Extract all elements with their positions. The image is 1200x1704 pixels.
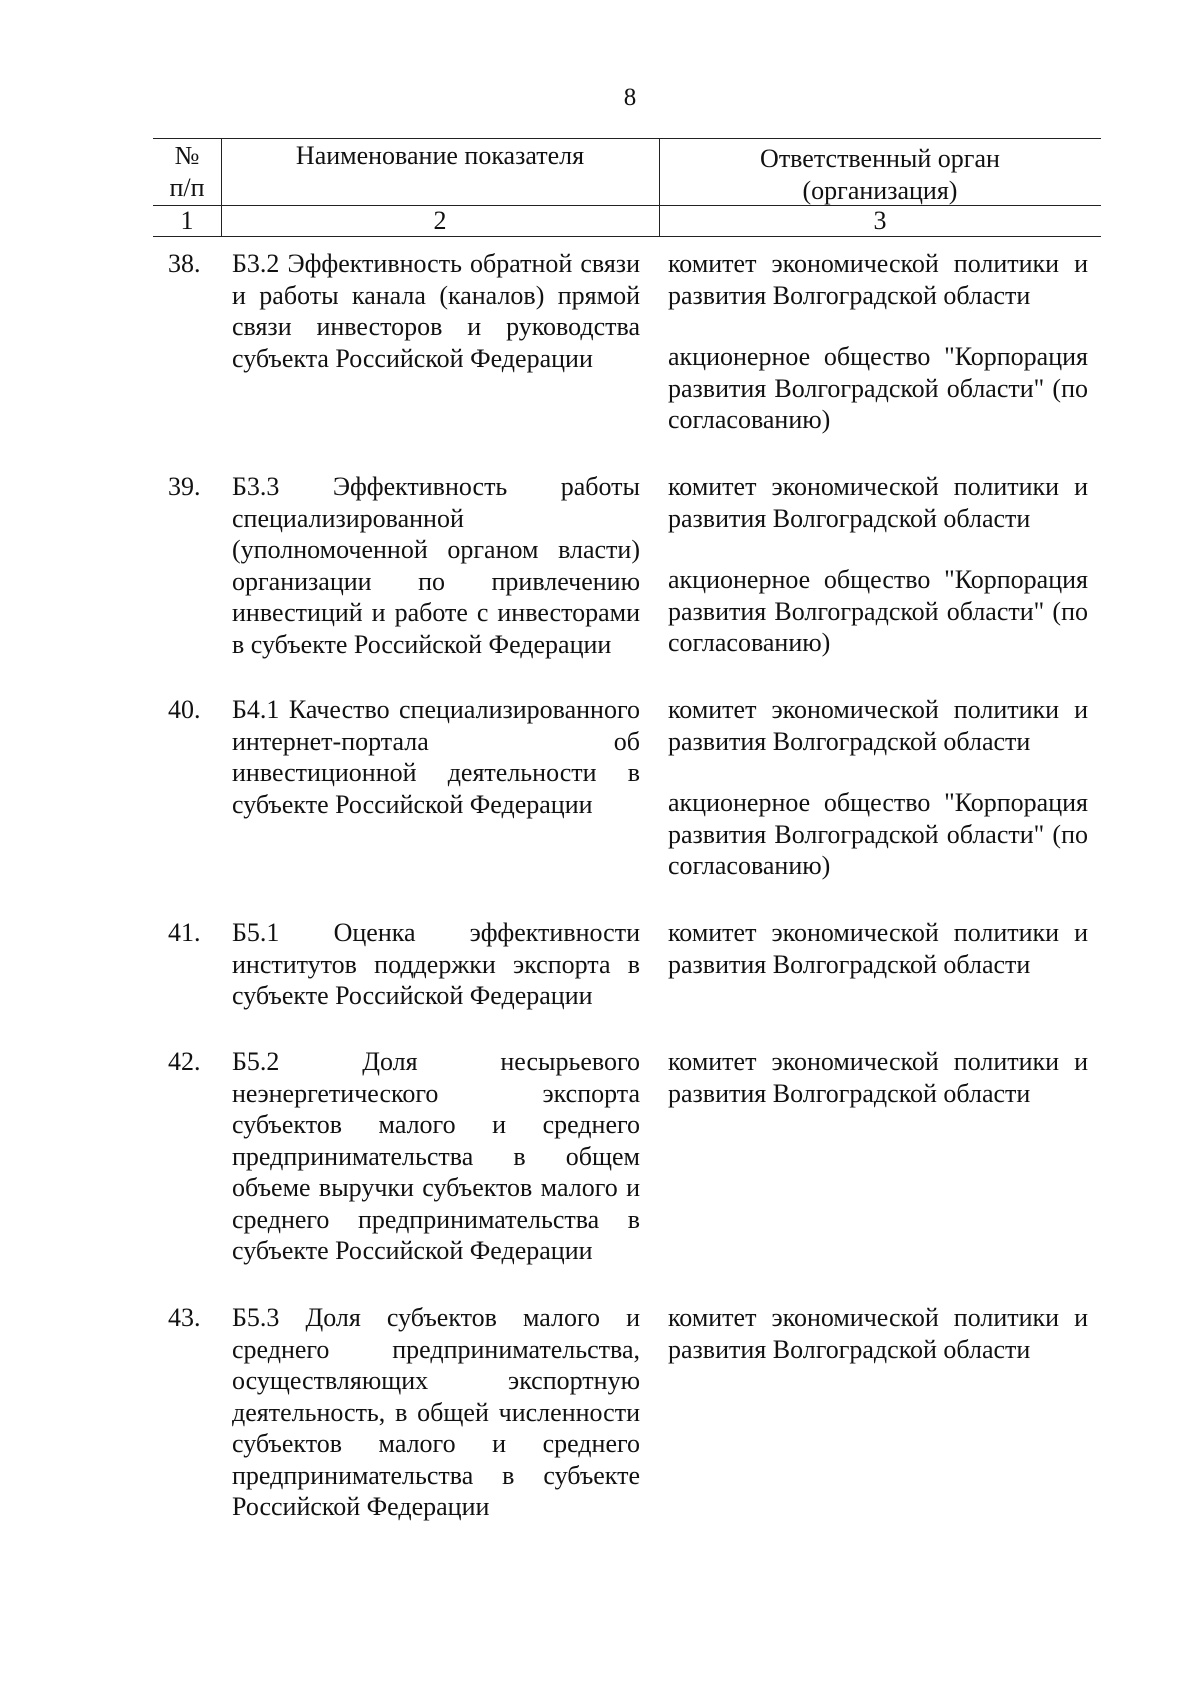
header-indicator-name: Наименование показателя (295, 141, 585, 170)
responsible-bodies (668, 1046, 1088, 1109)
row-number: 42. (168, 1047, 201, 1076)
indicator-text: Б3.2 Эффективность обратной связи и работы канала (каналов) прямой связи инвесторов и руководства субъекта Российской Федерации (232, 249, 640, 373)
indicator-name (232, 694, 640, 820)
responsible-body: акционерное общество "Корпорация развития Волгоградской области" (по согласованию) (668, 788, 1088, 880)
header-top-border (153, 138, 1101, 139)
header-responsible-line1: Ответственный орган (760, 144, 1000, 173)
responsible-bodies (668, 1302, 1088, 1365)
row-number: 39. (168, 472, 201, 501)
indicator-name (232, 1046, 640, 1267)
column-number-2: 2 (433, 206, 447, 235)
responsible-bodies (668, 917, 1088, 980)
header-responsible-body (659, 143, 1101, 207)
responsible-body: комитет экономической политики и развития Волгоградской области (668, 695, 1088, 756)
indicator-name (232, 248, 640, 374)
header-number-abbrev: п/п (169, 173, 205, 202)
responsible-body: акционерное общество "Корпорация развития Волгоградской области" (по согласованию) (668, 565, 1088, 657)
responsible-body: комитет экономической политики и развития Волгоградской области (668, 1303, 1088, 1364)
indicator-text: Б5.2 Доля несырьевого неэнергетического экспорта субъектов малого и среднего предпринимательства в общем объеме выручки субъектов малого и среднего предпринимательства в субъекте Российской Федерации (232, 1047, 640, 1265)
responsible-body: комитет экономической политики и развития Волгоградской области (668, 249, 1088, 310)
responsible-bodies (668, 694, 1088, 882)
indicator-text: Б5.1 Оценка эффективности институтов поддержки экспорта в субъекте Российской Федерации (232, 918, 640, 1010)
table-header (153, 138, 1101, 238)
responsible-body: комитет экономической политики и развития Волгоградской области (668, 472, 1088, 533)
column-number-3: 3 (873, 206, 887, 235)
responsible-body: комитет экономической политики и развития Волгоградской области (668, 1047, 1088, 1108)
indicator-text: Б3.3 Эффективность работы специализированной (уполномоченной органом власти) организации по привлечению инвестиций и работе с инвесторами в субъекте Российской Федерации (232, 472, 640, 659)
row-number: 43. (168, 1303, 201, 1332)
row-number: 41. (168, 918, 201, 947)
indicator-name (232, 917, 640, 1012)
indicator-name (232, 471, 640, 660)
indicator-text: Б4.1 Качество специализированного интернет-портала об инвестиционной деятельности в субъекте Российской Федерации (232, 695, 640, 819)
header-number-column (153, 140, 221, 204)
page-number: 8 (623, 84, 637, 111)
responsible-body: акционерное общество "Корпорация развития Волгоградской области" (по согласованию) (668, 342, 1088, 434)
row-number: 40. (168, 695, 201, 724)
responsible-bodies (668, 471, 1088, 659)
indicator-name (232, 1302, 640, 1523)
header-responsible-line2: (организация) (802, 176, 958, 205)
row-number: 38. (168, 249, 201, 278)
column-number-1: 1 (180, 206, 194, 235)
header-bottom-border (153, 236, 1101, 237)
header-number-symbol: № (174, 141, 200, 170)
responsible-bodies (668, 248, 1088, 436)
responsible-body: комитет экономической политики и развития Волгоградской области (668, 918, 1088, 979)
indicator-text: Б5.3 Доля субъектов малого и среднего предпринимательства, осуществляющих экспортную деятельность, в общей численности субъектов малого и среднего предпринимательства в субъекте Российской Федерации (232, 1303, 640, 1521)
